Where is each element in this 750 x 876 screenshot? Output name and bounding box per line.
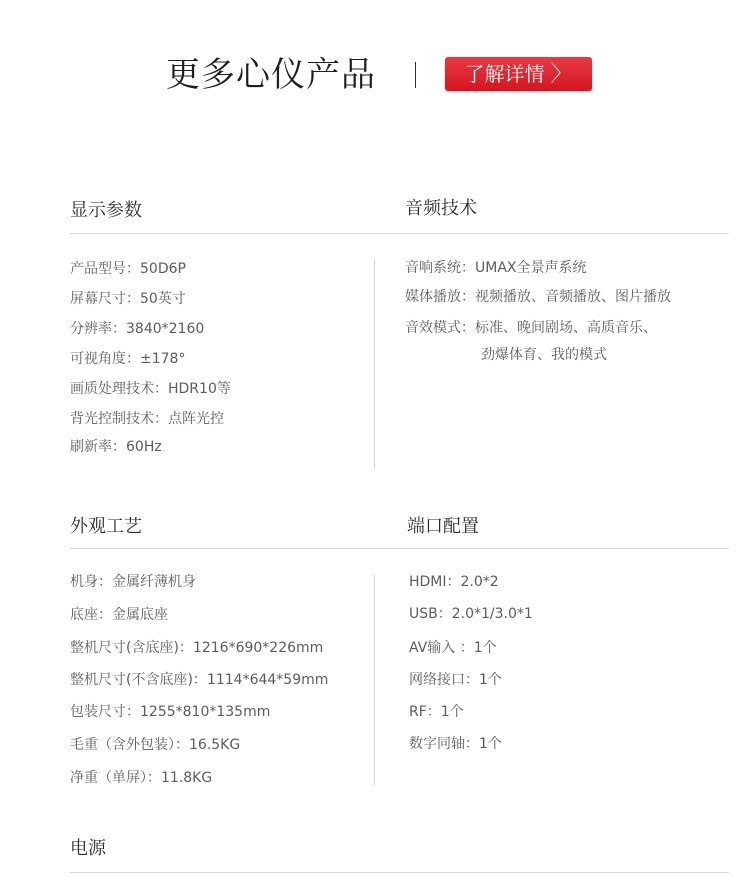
spec-label: 背光控制技术： xyxy=(70,411,168,427)
spec-item xyxy=(405,318,657,338)
section-title-audio: 音频技术 xyxy=(405,198,477,219)
spec-item xyxy=(405,287,671,307)
spec-item xyxy=(409,670,502,690)
spec-item xyxy=(70,670,328,690)
spec-item xyxy=(70,409,224,429)
section-title-display: 显示参数 xyxy=(70,200,142,221)
spec-value: 1216*690*226mm xyxy=(192,640,324,656)
spec-item xyxy=(70,437,162,457)
spec-label: 音效模式： xyxy=(405,320,475,336)
section-title-power: 电源 xyxy=(70,838,106,859)
column-divider xyxy=(374,575,375,785)
page-title: 更多心仪产品 xyxy=(166,55,376,95)
spec-label: 刷新率： xyxy=(70,439,126,455)
spec-item xyxy=(409,604,533,624)
spec-item xyxy=(70,605,168,625)
spec-item xyxy=(70,572,196,592)
spec-label: 包装尺寸： xyxy=(70,704,140,720)
spec-label: 机身： xyxy=(70,574,112,590)
spec-label: 整机尺寸(不含底座)： xyxy=(70,672,207,688)
spec-item xyxy=(70,289,186,309)
spec-value: 劲爆体育、我的模式 xyxy=(481,347,607,363)
spec-value: 3840*2160 xyxy=(126,321,205,337)
title-divider xyxy=(415,62,416,88)
spec-value: 视频播放、音频播放、图片播放 xyxy=(475,289,671,305)
spec-value: 50D6P xyxy=(140,261,186,277)
spec-item xyxy=(70,735,240,755)
spec-item xyxy=(409,734,502,754)
spec-value: 点阵光控 xyxy=(168,411,224,427)
spec-item xyxy=(70,259,186,279)
spec-label: AV输入 ： xyxy=(409,640,474,656)
column-divider xyxy=(374,259,375,469)
section-divider xyxy=(70,233,729,234)
spec-value: 2.0*1/3.0*1 xyxy=(451,606,533,622)
spec-value: HDR10等 xyxy=(168,381,231,397)
spec-value: 1个 xyxy=(479,736,502,752)
spec-label: 屏幕尺寸： xyxy=(70,291,140,307)
spec-value: 1114*644*59mm xyxy=(206,672,329,688)
spec-value: 金属纤薄机身 xyxy=(112,574,196,590)
spec-label: 分辨率： xyxy=(70,321,126,337)
spec-value: UMAX全景声系统 xyxy=(475,260,587,276)
spec-item xyxy=(70,349,185,369)
spec-value: 金属底座 xyxy=(112,607,168,623)
spec-value: ±178° xyxy=(140,351,186,367)
section-title-ports: 端口配置 xyxy=(407,516,479,537)
spec-label: 净重（单屏）： xyxy=(70,770,161,786)
spec-label: 画质处理技术： xyxy=(70,381,168,397)
spec-label: 媒体播放： xyxy=(405,289,475,305)
section-divider xyxy=(70,872,729,873)
spec-item xyxy=(409,638,497,658)
section-divider xyxy=(70,548,729,549)
spec-item xyxy=(70,319,204,339)
spec-item xyxy=(70,768,212,788)
spec-label: 整机尺寸(含底座)： xyxy=(70,640,193,656)
spec-value: 标准、晚间剧场、高质音乐、 xyxy=(475,320,657,336)
spec-value: 1个 xyxy=(479,672,502,688)
spec-label: HDMI： xyxy=(409,574,461,590)
spec-label: 底座： xyxy=(70,607,112,623)
learn-more-label: 了解详情 xyxy=(464,62,545,86)
spec-value: 1255*810*135mm xyxy=(140,704,271,720)
spec-label: 可视角度： xyxy=(70,351,140,367)
spec-item xyxy=(405,258,587,278)
spec-value: 50英寸 xyxy=(140,291,186,307)
spec-item xyxy=(409,702,464,722)
spec-label: 网络接口： xyxy=(409,672,479,688)
spec-item xyxy=(70,379,231,399)
spec-label: 数字同轴： xyxy=(409,736,479,752)
spec-label: 毛重（含外包装）： xyxy=(70,737,189,753)
spec-value: 1个 xyxy=(473,640,497,656)
spec-label: 音响系统： xyxy=(405,260,475,276)
section-title-appearance: 外观工艺 xyxy=(70,516,142,537)
chevron-right-icon: 〉 xyxy=(550,62,573,87)
spec-item xyxy=(70,702,270,722)
spec-item xyxy=(409,572,499,592)
spec-item xyxy=(70,638,323,658)
learn-more-button[interactable] xyxy=(445,57,592,91)
spec-value: 1个 xyxy=(440,704,464,720)
spec-item-continued xyxy=(481,345,607,365)
spec-value: 60Hz xyxy=(126,439,162,455)
spec-value: 16.5KG xyxy=(189,737,241,753)
spec-label: 产品型号： xyxy=(70,261,140,277)
spec-value: 2.0*2 xyxy=(460,574,499,590)
spec-label: USB： xyxy=(409,606,452,622)
spec-value: 11.8KG xyxy=(161,770,213,786)
spec-label: RF： xyxy=(409,704,441,720)
